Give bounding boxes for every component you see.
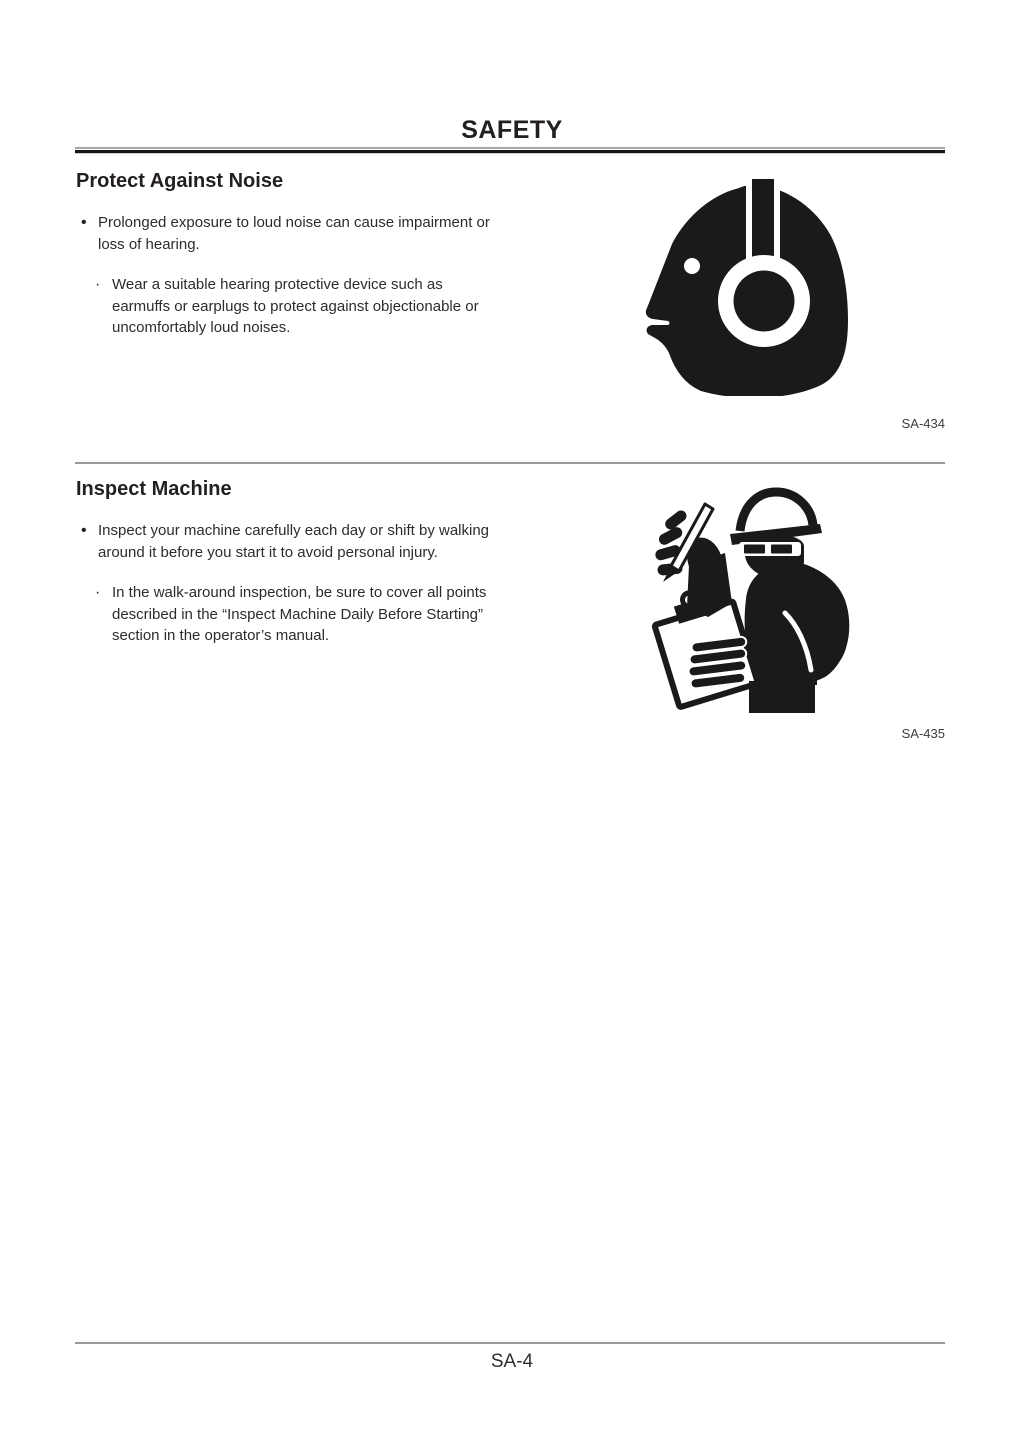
- list-item: [81, 520, 489, 563]
- figure-label: SA-435: [901, 726, 945, 741]
- bullet-text: Inspect your machine carefully each day or shift by walking around it before you start it to avoid personal injury.: [98, 522, 490, 561]
- list-item: [95, 582, 486, 647]
- page-title: SAFETY: [461, 116, 563, 144]
- sub-bullet-marker: ·: [95, 276, 101, 293]
- figure-label: SA-434: [901, 416, 945, 431]
- footer-rule: [75, 1342, 945, 1344]
- bullet-marker: •: [81, 214, 87, 231]
- section-heading-protect-against-noise: Protect Against Noise: [76, 170, 284, 192]
- figure-hearing-protection: [643, 178, 851, 396]
- header-double-rule: [75, 147, 945, 154]
- bullet-text: Prolonged exposure to loud noise can cause impairment or loss of hearing.: [98, 214, 490, 253]
- section-heading-inspect-machine: Inspect Machine: [76, 478, 232, 500]
- sub-bullet-text: Wear a suitable hearing protective device such as earmuffs or earplugs to protect against objectionable or uncomfortably loud noises.: [112, 276, 479, 336]
- hearing-protection-icon: [643, 178, 851, 396]
- sub-bullet-text: In the walk-around inspection, be sure to cover all points described in the “Inspect Machine Daily Before Starting” section in the operator’s manual.: [112, 584, 487, 644]
- inspect-machine-icon: [645, 487, 857, 713]
- figure-inspect-machine: [645, 487, 857, 713]
- page-number: SA-4: [490, 1351, 534, 1372]
- list-item: [95, 274, 479, 339]
- section-divider-rule: [75, 462, 945, 464]
- bullet-marker: •: [81, 522, 87, 539]
- list-item: [81, 212, 490, 255]
- sub-bullet-marker: ·: [95, 584, 101, 601]
